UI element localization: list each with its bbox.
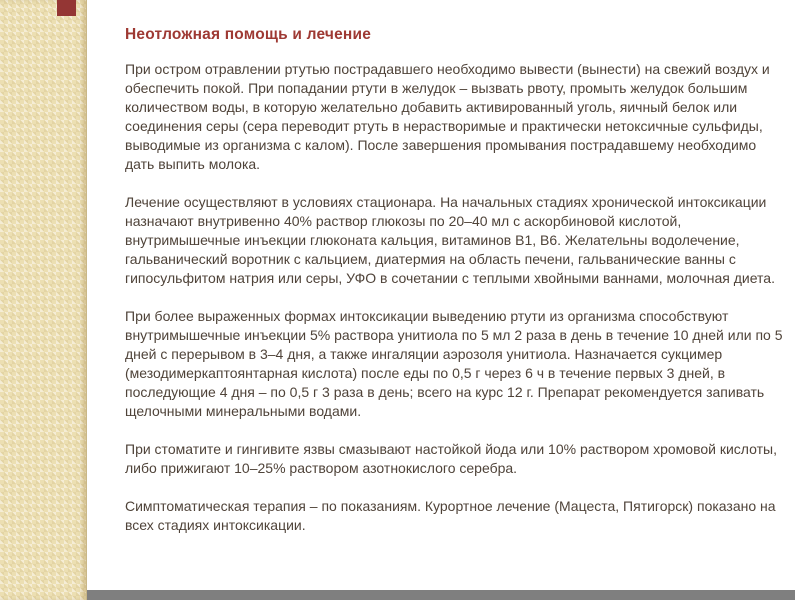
paragraph-first-aid: При остром отравлении ртутью пострадавшего необходимо вывести (вынести) на свежий воздух и обеспечить покой. При попадании ртути в желудок – вызвать рвоту, промыть желудок большим количеством воды, в которую желательно добавить активированный уголь, яичный белок или соединения серы (сера переводит ртуть в нерастворимые и практически нетоксичные сульфиды, выводимые из организма с калом). После завершения промывания пострадавшему необходимо дать выпить молока. <box>125 61 770 172</box>
paragraph-stomatitis: При стоматите и гингивите язвы смазывают настойкой йода или 10% раствором хромовой кислоты, либо прижигают 10–25% раствором азотнокислого серебра. <box>125 441 777 476</box>
sidebar-texture-band <box>0 0 87 600</box>
paragraph-hospital-treatment: Лечение осуществляют в условиях стационара. На начальных стадиях хронической интоксикации назначают внутривенно 40% раствор глюкозы по 20–40 мл с аскорбиновой кислотой, внутримышечные инъекции глюконата кальция, витаминов В1, В6. Желательны водолечение, гальванический воротник с кальцием, диатермия на область печени, гальванические ванны с гипосульфитом натрия или серы, УФО в сочетании с теплыми хвойными ваннами, молочная диета. <box>125 194 775 286</box>
paragraph-severe-intoxication: При более выраженных формах интоксикации выведению ртути из организма способствуют внутримышечные инъекции 5% раствора унитиола по 5 мл 2 раза в день в течение 10 дней или по 5 дней с перерывом в 3–4 дня, а также ингаляции аэрозоля унитиола. Назначается сукцимер (мезодимеркаптоянтарная кислота) после еды по 0,5 г через 6 ч в течение первых 3 дней, в последующие 4 дня – по 0,5 г 3 раза в день; всего на курс 12 г. Препарат рекомендуется запивать щелочными минеральными водами. <box>125 308 783 419</box>
paragraph-symptomatic-therapy: Симптоматическая терапия – по показаниям. Курортное лечение (Мацеста, Пятигорск) показано на всех стадиях интоксикации. <box>125 498 776 533</box>
bottom-edge-bar <box>87 590 795 600</box>
page-title: Неотложная помощь и лечение <box>125 26 372 43</box>
slide-content <box>125 26 787 554</box>
accent-square <box>57 0 76 16</box>
